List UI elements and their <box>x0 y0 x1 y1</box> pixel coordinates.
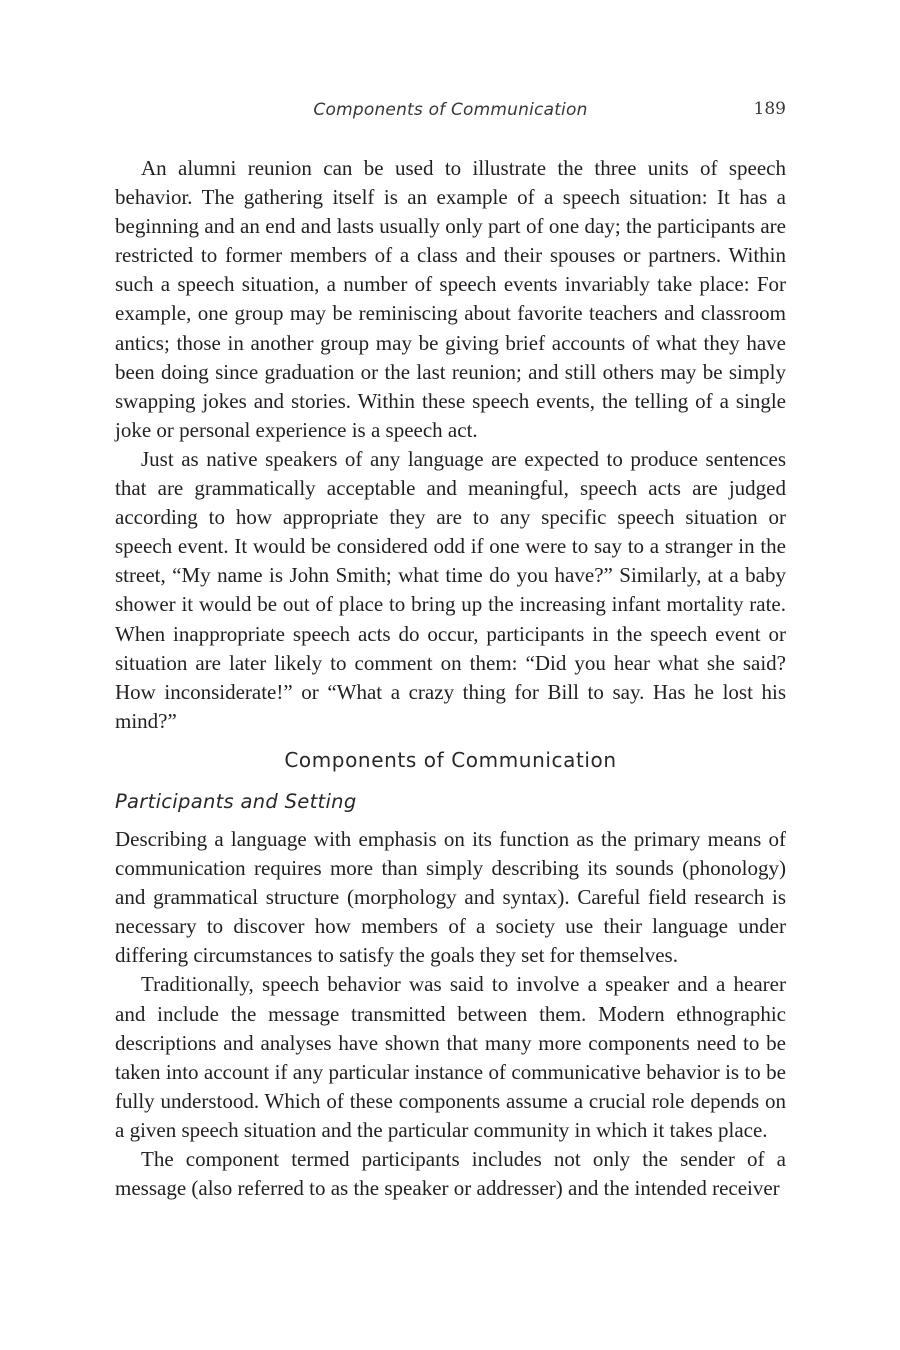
page-number: 189 <box>753 99 786 119</box>
paragraph-participants: The component termed participants includes not only the sender of a message (also referred to as the speaker or addresser) and the intended receiver <box>115 1147 786 1201</box>
body-text-top <box>115 154 786 736</box>
paragraph-alumni-reunion: An alumni reunion can be used to illustrate the three units of speech behavior. The gathering itself is an example of a speech situation: It has a beginning and an end and lasts usually only part of one day; the participants are restricted to former members of a class and their spouses or partners. Within such a speech situation, a number of speech events invariably take place: For example, one group may be reminiscing about favorite teachers and classroom antics; those in another group may be giving brief accounts of what they have been doing since graduation or the last reunion; and still others may be simply swapping jokes and stories. Within these speech events, the telling of a single joke or personal experience is a speech act. <box>115 156 786 442</box>
running-head <box>115 98 786 124</box>
paragraph-native-speakers: Just as native speakers of any language are expected to produce sentences that are grammatically acceptable and meaningful, speech acts are judged according to how appropriate they are to any specific speech situation or speech event. It would be considered odd if one were to say to a stranger in the street, “My name is John Smith; what time do you have?” Similarly, at a baby shower it would be out of place to bring up the increasing infant mortality rate. When inappropriate speech acts do occur, participants in the speech event or situation are later likely to comment on them: “Did you hear what she said? How inconsiderate!” or “What a crazy thing for Bill to say. Has he lost his mind?” <box>115 446 786 733</box>
running-head-title: Components of Communication <box>313 100 588 120</box>
section-heading: Components of Communication <box>284 748 617 772</box>
subsection-heading: Participants and Setting <box>115 790 357 813</box>
paragraph-describing-language: Describing a language with emphasis on its function as the primary means of communication requires more than simply describing its sounds (phonology) and grammatical structure (morphology and syntax). Careful field research is necessary to discover how members of a society use their language under differing circumstances to satisfy the goals they set for themselves. <box>115 827 786 968</box>
body-text-bottom <box>115 825 786 1203</box>
paragraph-traditionally: Traditionally, speech behavior was said to involve a speaker and a hearer and include the message transmitted between them. Modern ethnographic descriptions and analyses have shown that many more components need to be taken into account if any particular instance of communicative behavior is to be fully understood. Which of these components assume a crucial role depends on a given speech situation and the particular community in which it takes place. <box>115 972 786 1142</box>
